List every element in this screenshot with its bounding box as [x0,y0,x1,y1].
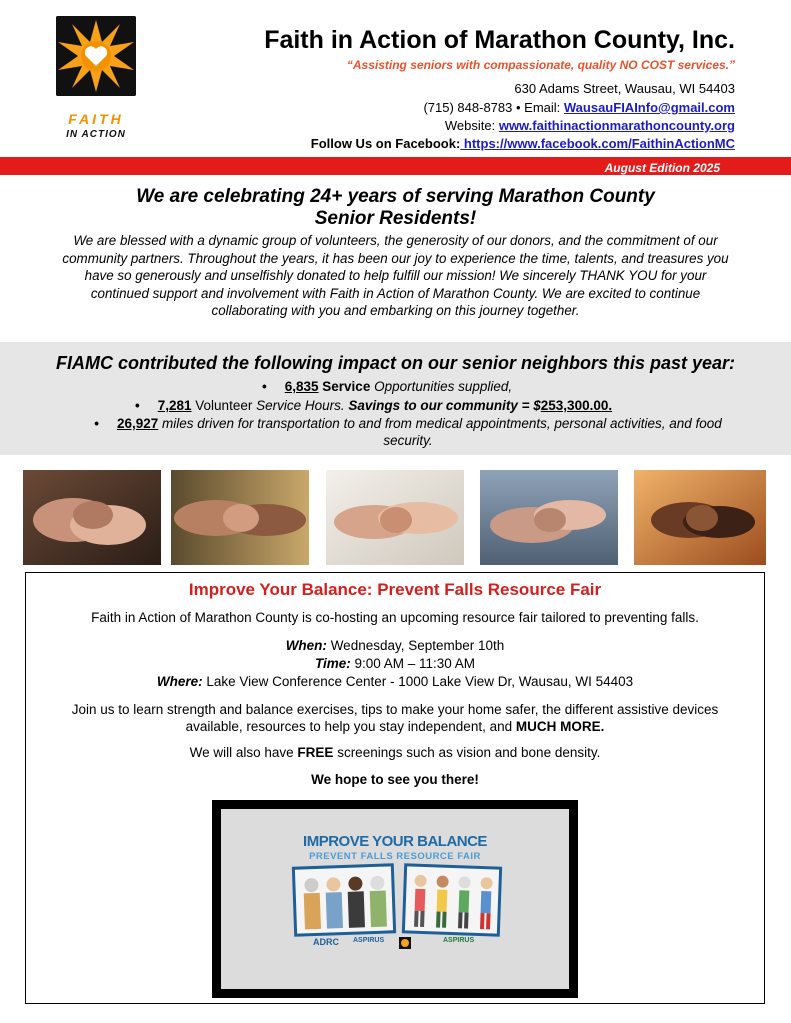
hands-photo-1 [23,470,161,565]
hands-photo-5 [634,470,766,565]
fair-join-text: Join us to learn strength and balance exercises, tips to make your home safer, the different assistive devices available, resources to help you stay independent, and MUCH MORE. [71,702,719,734]
fair-where: Where: Lake View Conference Center - 1000 Lake View Dr, Wausau, WI 54403 [156,674,634,689]
phone-email: (715) 848-8783 • Email: WausauFIAInfo@gmail.com [423,100,735,115]
fair-title: Improve Your Balance: Prevent Falls Resource Fair [188,580,602,599]
celebration-heading: We are celebrating 24+ years of serving Marathon County Senior Residents! [136,186,655,229]
fair-time: Time: 9:00 AM – 11:30 AM [314,656,476,671]
facebook: Follow Us on Facebook: https://www.facebook.com/FaithinActionMC [310,136,735,151]
fair-closing: We hope to see you there! [311,772,479,787]
address: 630 Adams Street, Wausau, WI 54403 [514,81,735,96]
fair-free-screenings: We will also have FREE screenings such as vision and bone density. [189,745,601,760]
aspirus-logo-1: ASPIRUS [353,937,385,944]
logo-text-in-action: IN ACTION [66,129,126,140]
hands-photo-2 [171,470,309,565]
email-link[interactable]: WausauFIAInfo@gmail.com [563,100,735,115]
sunburst-icon [399,937,411,949]
flyer-subtitle: PREVENT FALLS RESOURCE FAIR [309,851,481,862]
hands-photo-4 [480,470,618,565]
facebook-link[interactable]: https://www.facebook.com/FaithinActionMC [460,136,735,151]
exercise-illustration [402,863,502,936]
aspirus-logo-2: ASPIRUS [443,937,475,944]
website: Website: www.faithinactionmarathoncounty.org [444,118,735,133]
org-name: Faith in Action of Marathon County, Inc. [264,26,735,54]
impact-bullet-service: • 6,835 Service Opportunities supplied, [262,379,513,394]
hands-photo-3 [326,470,464,565]
impact-bullet-miles: • 26,927 miles driven for transportation to and from medical appointments, personal activities, and food security. [94,416,722,448]
impact-bullet-hours: • 7,281 Volunteer Service Hours. Savings to our community = $253,300.00. [135,398,613,413]
adrc-logo: ADRC [313,937,339,947]
intro-paragraph: We are blessed with a dynamic group of volunteers, the generosity of our donors, and the commitment of our community partners. Throughout the years, it has been our joy to experience the time, talents, and treasures you have so generously and unselfishly donated to help fulfill our mission! We sincerely THANK YOU for your continued support and involvement with Faith in Action of Marathon County. We are excited to continue collaborating with you and embarking on this journey together. [62,233,729,318]
flyer-panel [221,809,569,989]
edition-label: August Edition 2025 [604,161,720,175]
flyer-title: IMPROVE YOUR BALANCE [303,833,487,850]
sunburst-heart-icon [56,16,136,96]
faith-in-action-logo [56,16,136,96]
fair-flyer-image [212,800,578,998]
logo-text-faith: FAITH [68,111,124,127]
tagline: “Assisting seniors with compassionate, quality NO COST services.” [346,58,735,72]
impact-heading: FIAMC contributed the following impact on our senior neighbors this past year: [55,353,736,373]
fair-intro: Faith in Action of Marathon County is co-hosting an upcoming resource fair tailored to preventing falls. [91,610,699,625]
faith-in-action-small-logo [399,937,411,949]
website-link[interactable]: www.faithinactionmarathoncounty.org [498,118,735,133]
seniors-illustration [292,863,396,937]
fair-when: When: Wednesday, September 10th [285,638,505,653]
